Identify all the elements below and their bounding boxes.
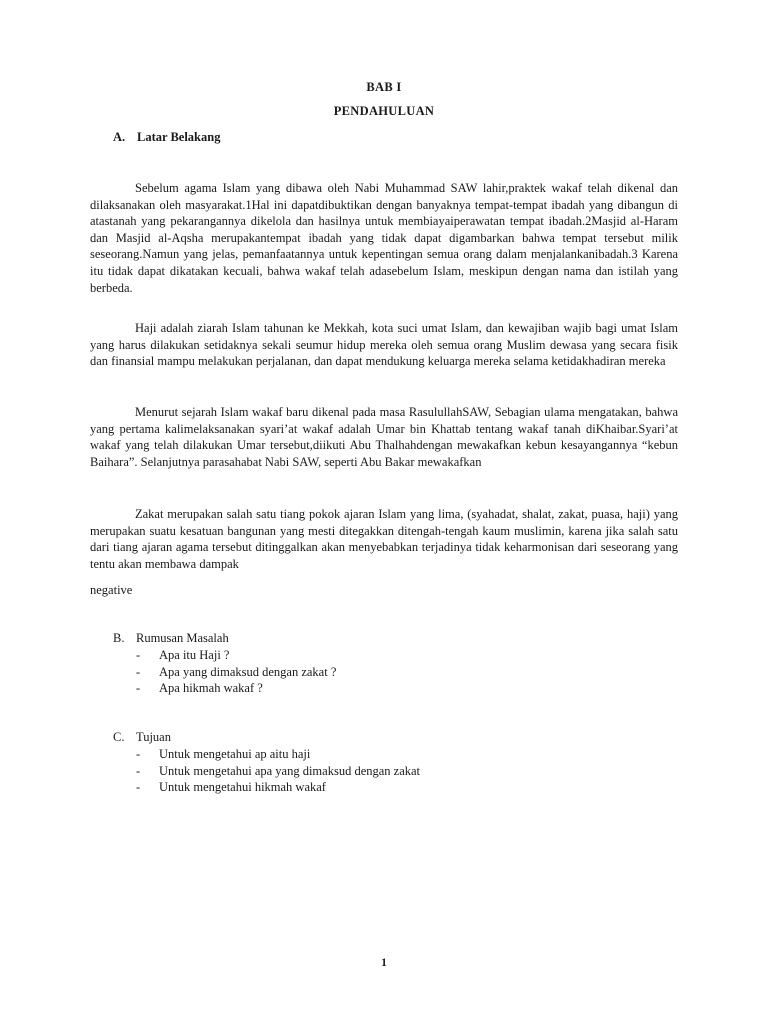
list-item: - Untuk mengetahui apa yang dimaksud dengan zakat <box>136 763 421 778</box>
paragraph-wakaf-sejarah: Menurut sejarah Islam wakaf baru dikenal pada masa RasulullahSAW, Sebagian ulama mengatakan, bahwa yang pertama kalimelaksanakan syari’at wakaf adalah Umar bin Khattab tentang wakaf tanah diKhaibar.Syari’at wakaf yang telah dilakukan Umar tersebut,diikuti Abu Thalhahdengan mewakafkan kebun kesayangannya “kebun Baihara”. Selanjutnya parasahabat Nabi SAW, seperti Abu Bakar mewakafkan <box>90 405 678 469</box>
section-a-marker: A. <box>113 130 126 144</box>
list-item: - Untuk mengetahui hikmah wakaf <box>136 780 326 795</box>
paragraph-haji: Haji adalah ziarah Islam tahunan ke Mekkah, kota suci umat Islam, dan kewajiban wajib bagi umat Islam yang harus dilakukan setidaknya sekali seumur hidup mereka oleh semua orang Muslim dewasa yang secara fisik dan finansial mampu melakukan perjalanan, dan dapat mendukung keluarga mereka selama ketidakhadiran mereka <box>90 321 678 369</box>
paragraph-trailing-word: negative <box>90 583 133 597</box>
list-item: - Apa yang dimaksud dengan zakat ? <box>136 664 337 679</box>
list-bullet: - <box>136 763 141 778</box>
list-bullet: - <box>136 681 141 696</box>
chapter-label: BAB I <box>366 80 402 94</box>
list-bullet: - <box>136 747 141 761</box>
section-c-marker: C. <box>113 730 125 744</box>
list-bullet: - <box>136 664 141 679</box>
tujuan-list <box>136 746 420 796</box>
section-a-heading <box>113 130 220 145</box>
section-a-title: Latar Belakang <box>137 130 221 144</box>
list-item: - Apa itu Haji ? <box>136 648 230 662</box>
page-number: 1 <box>381 957 387 969</box>
section-c-title: Tujuan <box>136 730 171 744</box>
paragraph-wakaf-history: Sebelum agama Islam yang dibawa oleh Nabi Muhammad SAW lahir,praktek wakaf telah dikenal dan dilaksanakan oleh masyarakat.1Hal ini dapatdibuktikan dengan banyaknya tempat-tempat ibadah yang dibangun di atastanah yang pekarangannya dikelola dan hasilnya untuk membiayaiperawatan tempat ibadah.2Masjid al-Haram dan Masjid al-Aqsha merupakantempat ibadah yang tidak dapat digambarkan bahwa tempat tersebut milik seseorang.Namun yang jelas, pemanfaatannya untuk kepentingan semua orang dalam menjalankanibadah.3 Karena itu tidak dapat dikatakan kecuali, bahwa wakaf telah adasebelum Islam, meskipun dengan nama dan istilah yang berbeda. <box>90 181 678 295</box>
section-c-heading <box>113 730 171 745</box>
section-b-title: Rumusan Masalah <box>136 631 229 645</box>
paragraph-zakat: Zakat merupakan salah satu tiang pokok ajaran Islam yang lima, (syahadat, shalat, zakat, puasa, haji) yang merupakan suatu kesatuan bangunan yang mesti ditegakkan ditengah-tengah kaum muslimin, karena jika salah satu dari tiang ajaran agama tersebut ditinggalkan akan menyebabkan terjadinya tidak keharmonisan dari seseorang yang tentu akan membawa dampak <box>90 507 678 571</box>
list-bullet: - <box>136 780 141 795</box>
rumusan-masalah-list <box>136 647 336 697</box>
list-item: - Untuk mengetahui ap aitu haji <box>136 747 311 761</box>
section-b-marker: B. <box>113 631 125 645</box>
page-title: PENDAHULUAN <box>333 104 435 118</box>
section-b-heading <box>113 631 229 646</box>
list-item: - Apa hikmah wakaf ? <box>136 681 263 696</box>
list-bullet: - <box>136 648 141 662</box>
